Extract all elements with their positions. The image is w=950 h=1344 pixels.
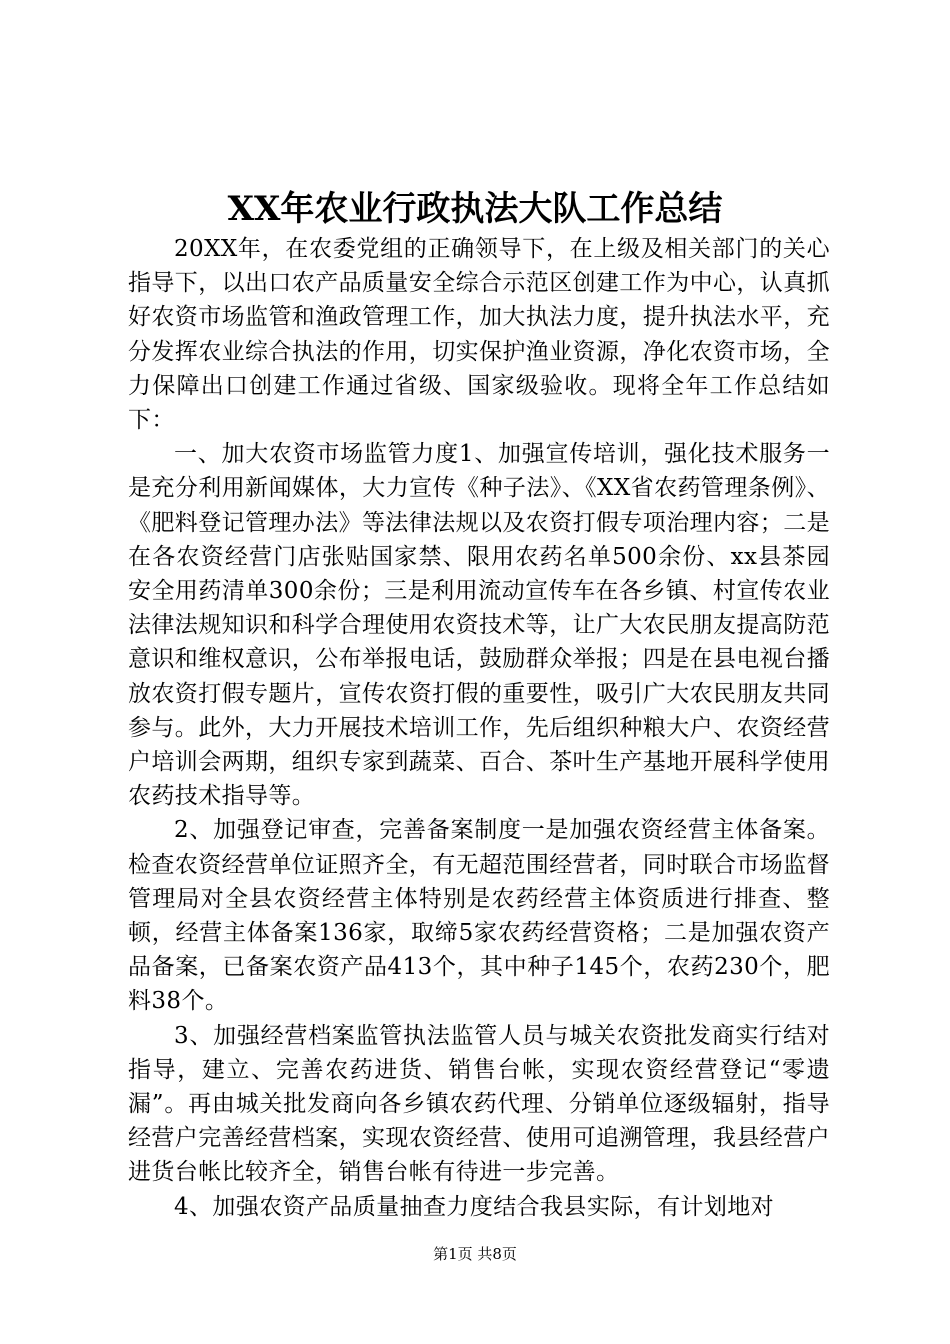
document-body <box>128 232 830 1224</box>
paragraph-section-2: 2、加强登记审查，完善备案制度一是加强农资经营主体备案。检查农资经营单位证照齐全，有无超范围经营者，同时联合市场监督管理局对全县农资经营主体特别是农药经营主体资质进行排查、整顿，经营主体备案136家，取缔5家农药经营资格；二是加强农资产品备案，已备案农资产品413个，其中种子145个，农药230个，肥料38个。 <box>128 817 830 1015</box>
paragraph-section-3: 3、加强经营档案监管执法监管人员与城关农资批发商实行结对指导，建立、完善农药进货、销售台帐，实现农资经营登记“零遗漏”。再由城关批发商向各乡镇农药代理、分销单位逐级辐射，指导经营户完善经营档案，实现农资经营、使用可追溯管理，我县经营户进货台帐比较齐全，销售台帐有待进一步完善。 <box>128 1022 830 1186</box>
paragraph-intro: 20XX年，在农委党组的正确领导下，在上级及相关部门的关心指导下，以出口农产品质量安全综合示范区创建工作为中心，认真抓好农资市场监管和渔政管理工作，加大执法力度，提升执法水平，充分发挥农业综合执法的作用，切实保护渔业资源，净化农资市场，全力保障出口创建工作通过省级、国家级验收。现将全年工作总结如下： <box>128 236 830 434</box>
paragraph-section-1: 一、加大农资市场监管力度1、加强宣传培训，强化技术服务一是充分利用新闻媒体，大力宣传《种子法》、《XX省农药管理条例》、《肥料登记管理办法》等法律法规以及农资打假专项治理内容；二是在各农资经营门店张贴国家禁、限用农药名单500余份、xx县茶园安全用药清单300余份；三是利用流动宣传车在各乡镇、村宣传农业法律法规知识和科学合理使用农资技术等，让广大农民朋友提高防范意识和维权意识，公布举报电话，鼓励群众举报；四是在县电视台播放农资打假专题片，宣传农资打假的重要性，吸引广大农民朋友共同参与。此外，大力开展技术培训工作，先后组织种粮大户、农资经营户培训会两期，组织专家到蔬菜、百合、茶叶生产基地开展科学使用农药技术指导等。 <box>128 441 830 810</box>
paragraph-section-4: 4、加强农资产品质量抽查力度结合我县实际，有计划地对 <box>174 1193 775 1220</box>
document-title: XX年农业行政执法大队工作总结 <box>227 189 723 229</box>
page-footer: 第1页 共8页 <box>433 1245 517 1263</box>
